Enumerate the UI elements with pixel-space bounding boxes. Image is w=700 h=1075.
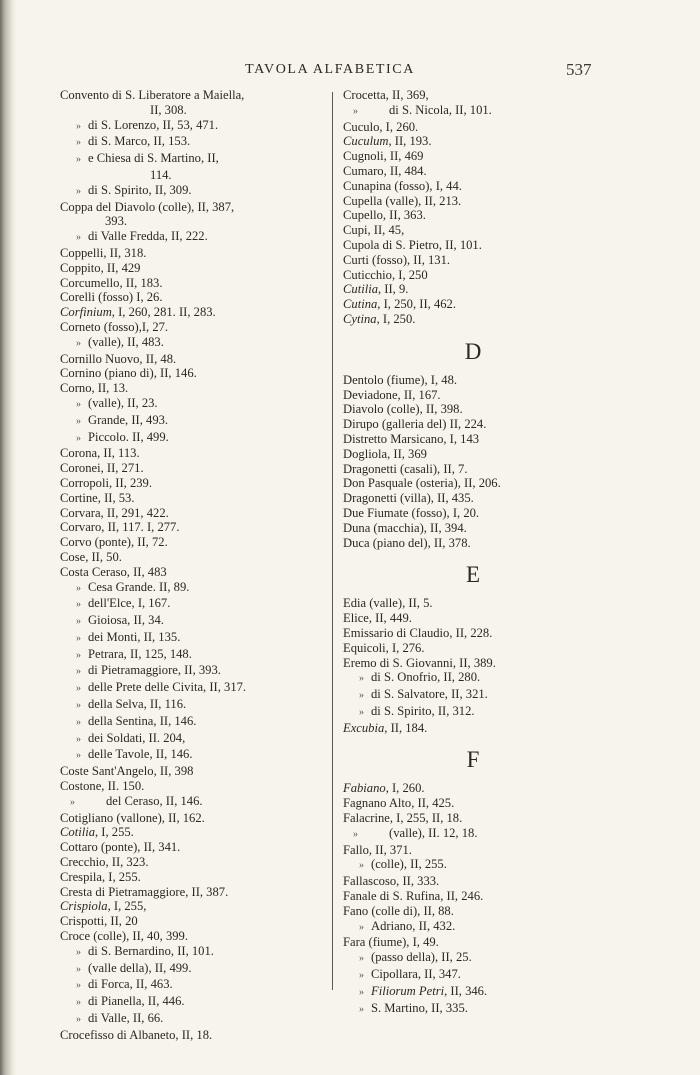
entry-text: , II, 184. xyxy=(384,720,428,735)
index-entry xyxy=(343,857,633,874)
entry-text: Corno, II, 13. xyxy=(60,381,129,396)
index-entry xyxy=(343,462,633,477)
index-entry xyxy=(60,747,330,764)
entry-text: (valle), II. 12, 18. xyxy=(389,825,478,840)
entry-text: Dragonetti (casali), II, 7. xyxy=(343,461,468,476)
ditto-mark: » xyxy=(76,582,81,594)
index-entry xyxy=(60,520,330,535)
index-entry xyxy=(343,781,633,796)
index-entry xyxy=(60,1011,330,1028)
index-entry xyxy=(343,670,633,687)
entry-text: Diavolo (colle), II, 398. xyxy=(343,402,463,417)
index-entry xyxy=(343,297,633,312)
entry-text: di S. Bernardino, II, 101. xyxy=(88,943,214,958)
entry-text: Gioiosa, II, 34. xyxy=(88,613,164,628)
entry-text: 114. xyxy=(150,167,172,182)
index-entry xyxy=(343,120,633,135)
entry-text: Adriano, II, 432. xyxy=(371,918,456,933)
index-entry xyxy=(60,565,330,580)
entry-text: Curti (fosso), II, 131. xyxy=(343,252,451,267)
index-entry xyxy=(343,611,633,626)
index-entry xyxy=(60,613,330,630)
entry-text: Cupella (valle), II, 213. xyxy=(343,193,462,208)
index-entry xyxy=(60,261,330,276)
index-entry xyxy=(60,630,330,647)
entry-text: dei Soldati, II. 204, xyxy=(88,730,186,745)
index-entry xyxy=(343,721,633,736)
index-entry xyxy=(60,200,330,215)
entry-text: Convento di S. Liberatore a Maiella, xyxy=(60,88,245,102)
index-entry xyxy=(60,246,330,261)
entry-text: Cumaro, II, 484. xyxy=(343,163,427,178)
entry-text: (colle), II, 255. xyxy=(371,857,447,872)
index-entry xyxy=(60,647,330,664)
ditto-mark: » xyxy=(359,1003,364,1015)
ditto-mark: » xyxy=(353,828,358,840)
index-entry xyxy=(60,899,330,914)
index-entry xyxy=(343,950,633,967)
entry-text: di S. Spirito, II, 312. xyxy=(371,703,475,718)
entry-text: (passo della), II, 25. xyxy=(371,950,472,965)
entry-text: Coppelli, II, 318. xyxy=(60,245,147,260)
index-entry xyxy=(343,889,633,904)
entry-text: , I, 260, 281. II, 283. xyxy=(111,305,216,320)
index-entry xyxy=(343,506,633,521)
entry-text: Cottaro (ponte), II, 341. xyxy=(60,840,181,855)
index-entry xyxy=(343,253,633,268)
entry-text: Crocefisso di Albaneto, II, 18. xyxy=(60,1027,213,1042)
entry-text: di Valle Fredda, II, 222. xyxy=(88,229,208,244)
entry-italic-name: Cotilia xyxy=(60,825,95,840)
entry-text: Petrara, II, 125, 148. xyxy=(88,646,192,661)
entry-text: Cipollara, II, 347. xyxy=(371,967,461,982)
ditto-mark: » xyxy=(359,690,364,702)
entry-italic-name: Cutina xyxy=(343,297,378,312)
index-entry xyxy=(60,663,330,680)
entry-text: Crispotti, II, 20 xyxy=(60,914,138,929)
entry-text: Equicoli, I, 276. xyxy=(343,640,425,655)
entry-text: Cupola di S. Pietro, II, 101. xyxy=(343,237,482,252)
ditto-mark: » xyxy=(76,1014,81,1026)
entry-text: , I, 250, II, 462. xyxy=(377,297,456,312)
entry-text: e Chiesa di S. Martino, II, xyxy=(88,151,219,166)
entry-text: Cornillo Nuovo, II, 48. xyxy=(60,351,177,366)
index-entry xyxy=(60,506,330,521)
ditto-mark: » xyxy=(76,649,81,661)
index-entry xyxy=(60,764,330,779)
index-entry xyxy=(343,596,633,611)
ditto-mark: » xyxy=(76,432,81,444)
entry-text: Croce (colle), II, 40, 399. xyxy=(60,929,188,944)
index-entry xyxy=(60,413,330,430)
entry-text: delle Prete delle Civita, II, 317. xyxy=(88,680,247,695)
entry-text: Cuculo, I, 260. xyxy=(343,119,419,134)
index-entry xyxy=(60,914,330,929)
index-entry xyxy=(60,580,330,597)
index-entry xyxy=(343,164,633,179)
entry-text: , I, 255. xyxy=(95,825,134,840)
entry-text: Corvaro, II, 117. I, 277. xyxy=(60,520,180,535)
entry-text: di Pianella, II, 446. xyxy=(88,994,185,1009)
index-entry xyxy=(343,194,633,209)
entry-italic-name: Cuculum xyxy=(343,134,389,149)
entry-text: , II, 9. xyxy=(378,282,409,297)
entry-text: del Ceraso, II, 146. xyxy=(106,793,203,808)
index-entry xyxy=(60,461,330,476)
index-entry xyxy=(343,134,633,149)
entry-text: Duna (macchia), II, 394. xyxy=(343,520,467,535)
index-entry xyxy=(60,977,330,994)
entry-text: di Pietramaggiore, II, 393. xyxy=(88,663,221,678)
index-entry xyxy=(60,118,330,135)
entry-text: dei Monti, II, 135. xyxy=(88,629,181,644)
index-entry xyxy=(60,381,330,396)
index-entry xyxy=(60,214,330,229)
index-entry xyxy=(343,373,633,388)
entry-text: Crocetta, II, 369, xyxy=(343,88,429,102)
index-entry xyxy=(60,870,330,885)
ditto-mark: » xyxy=(76,232,81,244)
ditto-mark: » xyxy=(359,921,364,933)
ditto-mark: » xyxy=(70,796,75,808)
index-entry xyxy=(343,476,633,491)
index-entry xyxy=(60,811,330,826)
entry-text: Fallo, II, 371. xyxy=(343,842,412,857)
entry-text: Piccolo. II, 499. xyxy=(88,429,169,444)
index-entry xyxy=(60,550,330,565)
index-entry xyxy=(343,491,633,506)
index-entry xyxy=(343,268,633,283)
entry-text: Cornino (piano di), II, 146. xyxy=(60,366,197,381)
index-entry xyxy=(343,811,633,826)
index-column-left xyxy=(60,88,330,1043)
entry-text: Crecchio, II, 323. xyxy=(60,855,149,870)
entry-text: Coronei, II, 271. xyxy=(60,461,144,476)
index-entry xyxy=(343,874,633,889)
entry-text: Cesa Grande. II, 89. xyxy=(88,579,190,594)
entry-text: , II, 346. xyxy=(444,983,488,998)
ditto-mark: » xyxy=(359,706,364,718)
ditto-mark: » xyxy=(76,997,81,1009)
entry-text: di S. Marco, II, 153. xyxy=(88,134,191,149)
column-divider xyxy=(332,92,333,990)
index-entry xyxy=(60,491,330,506)
index-entry xyxy=(343,282,633,297)
ditto-mark: » xyxy=(76,733,81,745)
entry-text: Coppa del Diavolo (colle), II, 387, xyxy=(60,199,235,214)
index-entry xyxy=(60,697,330,714)
entry-text: Fanale di S. Rufina, II, 246. xyxy=(343,889,484,904)
ditto-mark: » xyxy=(76,616,81,628)
index-entry xyxy=(60,855,330,870)
ditto-mark: » xyxy=(359,970,364,982)
entry-italic-name: Excubia xyxy=(343,720,385,735)
book-spine-shadow xyxy=(0,0,16,1075)
entry-text: Fallascoso, II, 333. xyxy=(343,874,440,889)
ditto-mark: » xyxy=(76,415,81,427)
index-entry xyxy=(343,179,633,194)
ditto-mark: » xyxy=(76,632,81,644)
entry-text: (valle), II, 23. xyxy=(88,395,158,410)
index-entry xyxy=(343,935,633,950)
entry-italic-name: Corfinium xyxy=(60,305,112,320)
index-entry xyxy=(343,223,633,238)
index-entry xyxy=(60,168,330,183)
index-entry xyxy=(343,417,633,432)
entry-text: Grande, II, 493. xyxy=(88,412,169,427)
index-entry xyxy=(60,680,330,697)
entry-text: Cupello, II, 363. xyxy=(343,208,426,223)
entry-text: di S. Lorenzo, II, 53, 471. xyxy=(88,117,219,132)
entry-text: della Sentina, II, 146. xyxy=(88,713,197,728)
index-entry xyxy=(60,366,330,381)
index-entry xyxy=(60,885,330,900)
index-entry xyxy=(60,446,330,461)
index-entry xyxy=(60,596,330,613)
index-entry xyxy=(60,840,330,855)
entry-text: Coppito, II, 429 xyxy=(60,260,141,275)
index-entry xyxy=(343,626,633,641)
index-entry xyxy=(60,1028,330,1043)
index-entry xyxy=(60,794,330,811)
entry-text: Cugnoli, II, 469 xyxy=(343,149,424,164)
entry-text: Dirupo (galleria del) II, 224. xyxy=(343,417,487,432)
ditto-mark: » xyxy=(76,185,81,197)
index-entry xyxy=(60,994,330,1011)
index-entry xyxy=(60,825,330,840)
index-entry xyxy=(343,103,633,120)
entry-italic-name: Fabiano xyxy=(343,781,386,796)
entry-text: di Valle, II, 66. xyxy=(88,1011,164,1026)
entry-text: Due Fiumate (fosso), I, 20. xyxy=(343,505,480,520)
index-entry xyxy=(343,919,633,936)
index-column-right xyxy=(343,88,633,1017)
entry-text: II, 308. xyxy=(150,102,187,117)
index-entry xyxy=(60,731,330,748)
entry-text: Corvo (ponte), II, 72. xyxy=(60,535,168,550)
index-entry xyxy=(60,134,330,151)
index-entry xyxy=(343,312,633,327)
index-entry xyxy=(343,704,633,721)
entry-text: Cupi, II, 45, xyxy=(343,223,405,238)
ditto-mark: » xyxy=(359,986,364,998)
ditto-mark: » xyxy=(76,337,81,349)
ditto-mark: » xyxy=(359,860,364,872)
index-entry xyxy=(60,88,330,103)
entry-text: Cose, II, 50. xyxy=(60,549,122,564)
index-entry xyxy=(60,352,330,367)
entry-text: Corvara, II, 291, 422. xyxy=(60,505,169,520)
entry-text: Duca (piano del), II, 378. xyxy=(343,535,471,550)
entry-text: (valle), II, 483. xyxy=(88,334,164,349)
index-entry xyxy=(343,967,633,984)
entry-text: Cunapina (fosso), I, 44. xyxy=(343,178,462,193)
entry-text: , I, 250. xyxy=(376,311,416,326)
ditto-mark: » xyxy=(76,398,81,410)
ditto-mark: » xyxy=(76,700,81,712)
index-entry xyxy=(60,320,330,335)
ditto-mark: » xyxy=(359,953,364,965)
entry-text: Cotigliano (vallone), II, 162. xyxy=(60,810,205,825)
ditto-mark: » xyxy=(353,105,358,117)
entry-text: , II, 193. xyxy=(388,134,432,149)
entry-text: Fara (fiume), I, 49. xyxy=(343,935,439,950)
index-entry xyxy=(343,447,633,462)
entry-text: Crespila, I, 255. xyxy=(60,869,141,884)
entry-text: Cortine, II, 53. xyxy=(60,490,135,505)
index-entry xyxy=(60,276,330,291)
ditto-mark: » xyxy=(76,946,81,958)
entry-text: (valle della), II, 499. xyxy=(88,960,192,975)
entry-text: della Selva, II, 116. xyxy=(88,697,187,712)
entry-text: Edia (valle), II, 5. xyxy=(343,596,433,611)
entry-text: Emissario di Claudio, II, 228. xyxy=(343,625,493,640)
index-entry xyxy=(343,1001,633,1018)
entry-text: di S. Nicola, II, 101. xyxy=(389,102,492,117)
entry-text: di S. Onofrio, II, 280. xyxy=(371,670,481,685)
index-entry xyxy=(60,535,330,550)
index-entry xyxy=(60,476,330,491)
section-letter-heading: D xyxy=(464,338,482,364)
entry-text: 393. xyxy=(105,214,128,229)
entry-text: di S. Spirito, II, 309. xyxy=(88,182,192,197)
index-entry xyxy=(343,402,633,417)
index-entry xyxy=(60,305,330,320)
ditto-mark: » xyxy=(76,137,81,149)
index-entry xyxy=(343,984,633,1001)
entry-text: Dragonetti (villa), II, 435. xyxy=(343,491,474,506)
entry-text: , I, 260. xyxy=(385,781,425,796)
entry-text: Deviadone, II, 167. xyxy=(343,387,441,402)
entry-text: delle Tavole, II, 146. xyxy=(88,747,193,762)
section-letter-heading: F xyxy=(466,747,480,773)
index-entry xyxy=(60,929,330,944)
index-entry xyxy=(60,430,330,447)
entry-text: Dentolo (fiume), I, 48. xyxy=(343,372,458,387)
entry-text: Corcumello, II, 183. xyxy=(60,275,163,290)
index-entry xyxy=(343,904,633,919)
index-entry xyxy=(343,238,633,253)
running-header-title: TAVOLA ALFABETICA xyxy=(245,62,415,77)
page-number: 537 xyxy=(566,60,592,79)
ditto-mark: » xyxy=(359,673,364,685)
index-entry xyxy=(343,843,633,858)
index-entry xyxy=(60,335,330,352)
entry-italic-name: Filiorum Petri xyxy=(371,983,445,998)
entry-text: Corona, II, 113. xyxy=(60,446,140,461)
ditto-mark: » xyxy=(76,599,81,611)
entry-text: dell'Elce, I, 167. xyxy=(88,596,171,611)
entry-text: Falacrine, I, 255, II, 18. xyxy=(343,811,463,826)
entry-text: Elice, II, 449. xyxy=(343,611,412,626)
ditto-mark: » xyxy=(76,683,81,695)
index-entry xyxy=(60,290,330,305)
index-entry xyxy=(60,103,330,118)
index-entry xyxy=(343,796,633,811)
entry-text: Don Pasquale (osteria), II, 206. xyxy=(343,476,501,491)
ditto-mark: » xyxy=(76,666,81,678)
entry-italic-name: Cytina xyxy=(343,311,377,326)
index-entry xyxy=(60,714,330,731)
index-entry xyxy=(343,826,633,843)
ditto-mark: » xyxy=(76,120,81,132)
index-entry xyxy=(60,944,330,961)
entry-text: di Forca, II, 463. xyxy=(88,977,173,992)
index-entry xyxy=(343,208,633,223)
entry-text: Costone, II. 150. xyxy=(60,779,145,794)
entry-text: Fano (colle di), II, 88. xyxy=(343,903,454,918)
entry-text: di S. Salvatore, II, 321. xyxy=(371,687,488,702)
entry-text: Corelli (fosso) I, 26. xyxy=(60,290,163,305)
ditto-mark: » xyxy=(76,980,81,992)
index-entry xyxy=(343,521,633,536)
index-entry xyxy=(60,229,330,246)
index-entry xyxy=(343,149,633,164)
entry-text: Corropoli, II, 239. xyxy=(60,475,152,490)
ditto-mark: » xyxy=(76,154,81,166)
entry-italic-name: Cutilia xyxy=(343,282,378,297)
entry-text: Distretto Marsicano, I, 143 xyxy=(343,431,480,446)
ditto-mark: » xyxy=(76,963,81,975)
index-entry xyxy=(343,432,633,447)
entry-text: , I, 255, xyxy=(107,899,147,914)
ditto-mark: » xyxy=(76,750,81,762)
index-entry xyxy=(60,961,330,978)
entry-italic-name: Crispiola xyxy=(60,899,108,914)
index-entry xyxy=(60,779,330,794)
index-entry xyxy=(343,641,633,656)
entry-text: S. Martino, II, 335. xyxy=(371,1000,468,1015)
index-entry xyxy=(343,656,633,671)
entry-text: Corneto (fosso),I, 27. xyxy=(60,319,169,334)
entry-text: Dogliola, II, 369 xyxy=(343,446,427,461)
index-entry xyxy=(60,183,330,200)
index-entry xyxy=(343,388,633,403)
index-entry xyxy=(343,687,633,704)
entry-text: Cuticchio, I, 250 xyxy=(343,267,428,282)
ditto-mark: » xyxy=(76,716,81,728)
entry-text: Cresta di Pietramaggiore, II, 387. xyxy=(60,884,229,899)
entry-text: Eremo di S. Giovanni, II, 389. xyxy=(343,655,496,670)
index-entry xyxy=(60,396,330,413)
entry-text: Fagnano Alto, II, 425. xyxy=(343,796,455,811)
index-entry xyxy=(343,88,633,103)
index-entry xyxy=(60,151,330,168)
index-entry xyxy=(343,536,633,551)
entry-text: Costa Ceraso, II, 483 xyxy=(60,564,167,579)
section-letter-heading: E xyxy=(465,562,481,588)
entry-text: Coste Sant'Angelo, II, 398 xyxy=(60,764,194,779)
